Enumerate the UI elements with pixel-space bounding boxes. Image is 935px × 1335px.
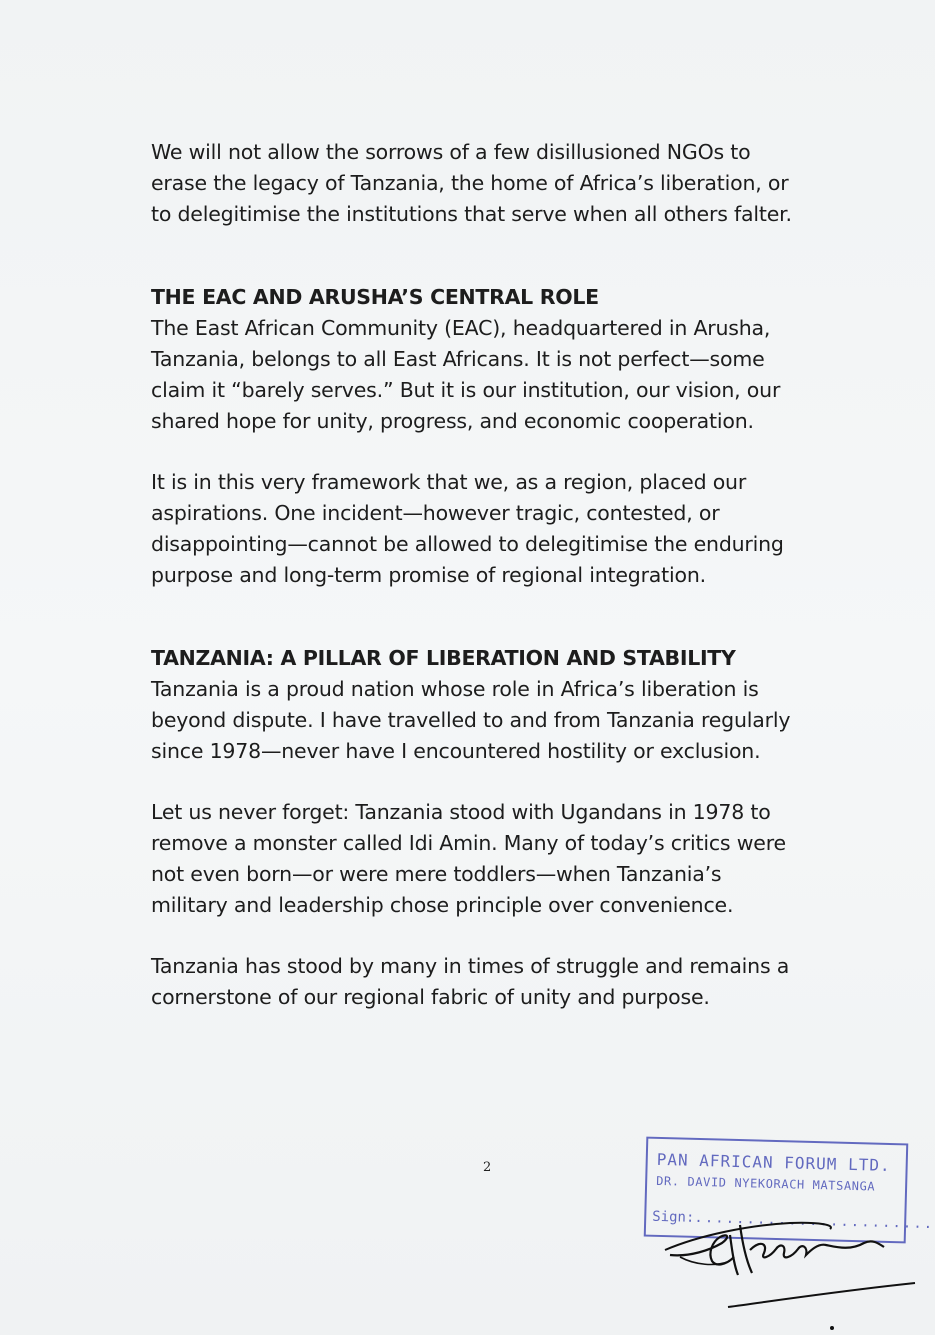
section-heading-tanzania: TANZANIA: A PILLAR OF LIBERATION AND STABILITY (151, 646, 736, 670)
stamp-company-name: PAN AFRICAN FORUM LTD. (656, 1149, 891, 1175)
eac-paragraph-2: It is in this very framework that we, as a region, placed our aspirations. One incident—however tragic, contested, or disappointing—cannot be allowed to delegitimise the enduring purpose and long-term promise of regional integration. (151, 470, 784, 587)
handwritten-signature (660, 1195, 920, 1335)
tanzania-paragraph-2: Let us never forget: Tanzania stood with Ugandans in 1978 to remove a monster called Idi Amin. Many of today’s critics were not even born—or were mere toddlers—when Tanzania’s military and leadership chose principle over convenience. (151, 800, 786, 917)
eac-paragraph-1: The East African Community (EAC), headquartered in Arusha, Tanzania, belongs to all East Africans. It is not perfect—some claim it “barely serves.” But it is our institution, our vision, our shared hope for unity, progress, and economic cooperation. (151, 316, 781, 433)
tanzania-paragraph-1: Tanzania is a proud nation whose role in Africa’s liberation is beyond dispute. I have travelled to and from Tanzania regularly since 1978—never have I encountered hostility or exclusion. (151, 677, 791, 763)
page-content (151, 137, 851, 1013)
page-number: 2 (483, 1160, 492, 1175)
stamp-sign-label: Sign:....................... (652, 1208, 935, 1233)
stamp-person-name: DR. DAVID NYEKORACH MATSANGA (656, 1173, 876, 1194)
stamp-sign-text: Sign: (652, 1208, 695, 1226)
tanzania-paragraph-3: Tanzania has stood by many in times of struggle and remains a cornerstone of our regional fabric of unity and purpose. (151, 954, 790, 1009)
intro-paragraph: We will not allow the sorrows of a few disillusioned NGOs to erase the legacy of Tanzania, the home of Africa’s liberation, or to delegitimise the institutions that serve when all others falter. (151, 140, 792, 226)
section-heading-eac: THE EAC AND ARUSHA’S CENTRAL ROLE (151, 285, 599, 309)
